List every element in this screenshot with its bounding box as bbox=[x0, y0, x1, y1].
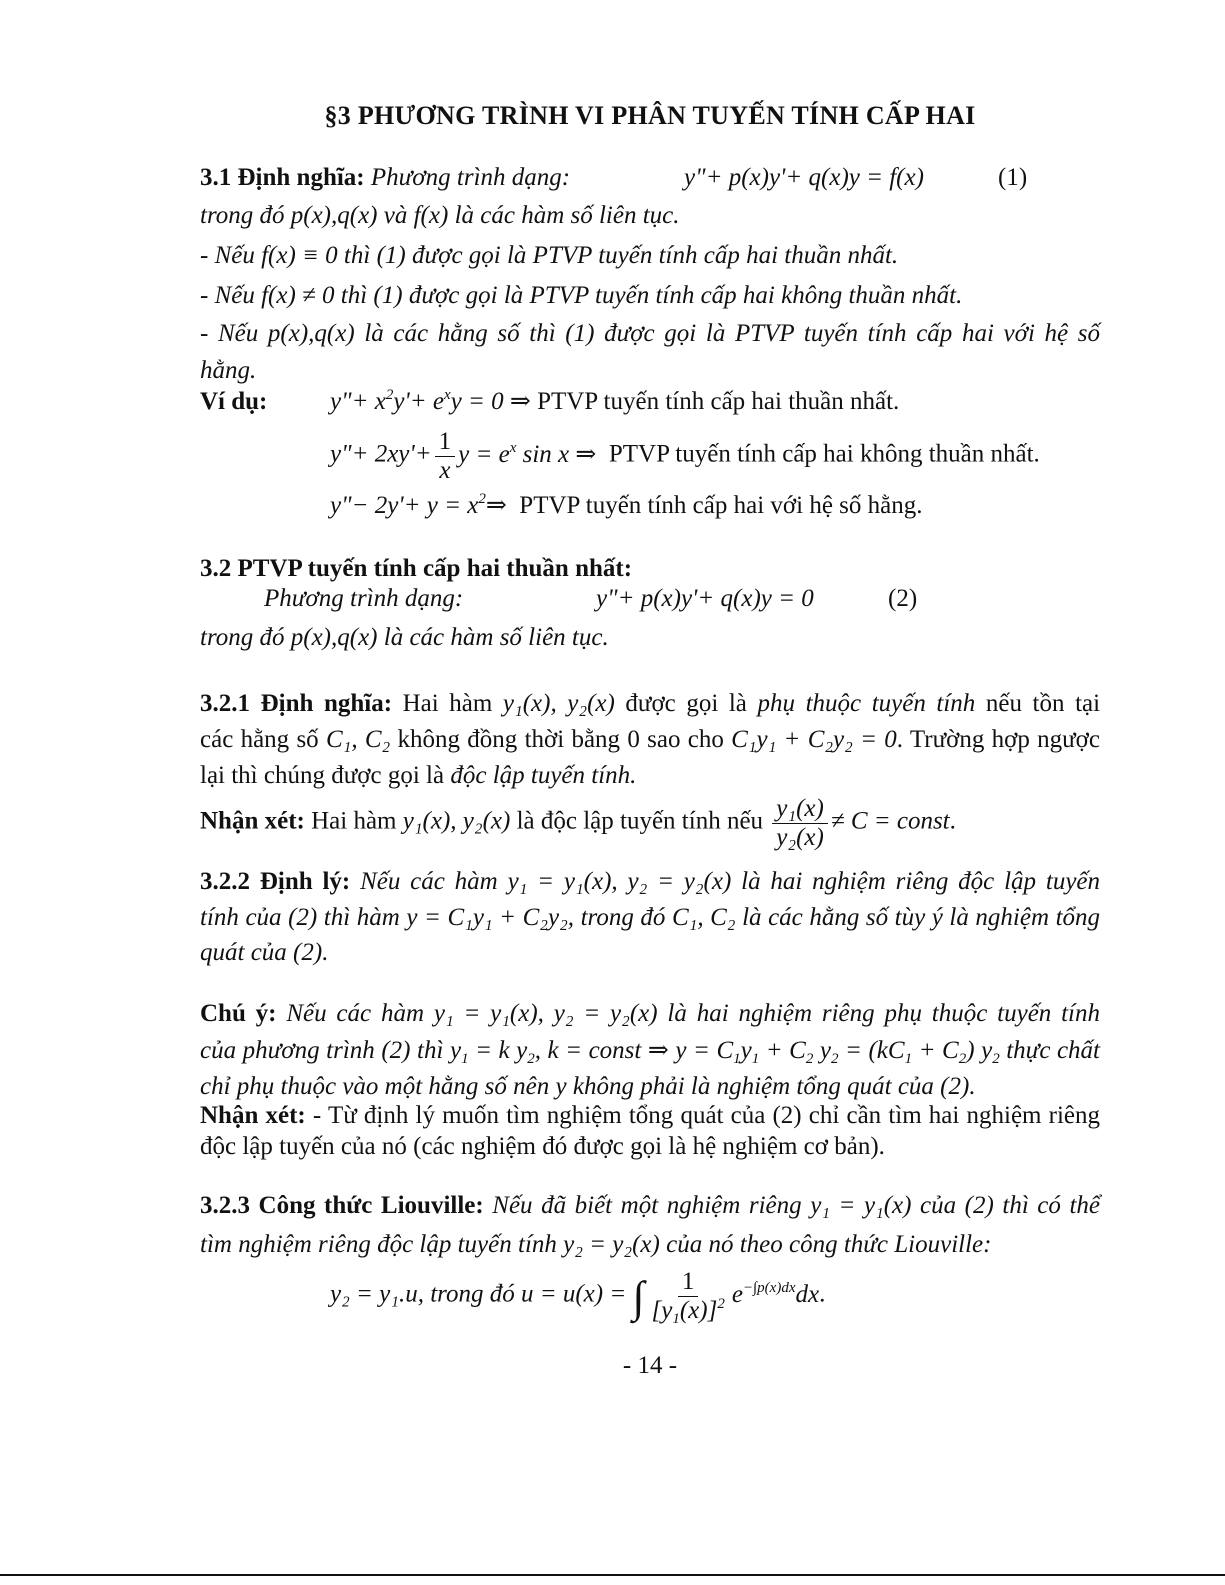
document-page bbox=[200, 0, 1100, 1585]
liouville-formula: y₂ = y₁.u, trong đó u = u(x) = ∫ $\frac{1}{[y_1(x)]^2}$ $e^{-\int p(x)dx}dx$. bbox=[330, 1268, 826, 1327]
section-3-2-3-line-1: 3.2.3 Công thức Liouville: Nếu đã biết một nghiệm riêng y₁ = y₁(x) của (2) thì có thể bbox=[200, 1192, 1100, 1219]
section-3-2-2-line-1: 3.2.2 Định lý: Nếu các hàm y₁ = y₁(x), y₂ = y₂(x) là hai nghiệm riêng độc lập tuyến bbox=[200, 868, 1101, 895]
note-line-2: của phương trình (2) thì $y_1 = k$ $y_2$, k = const ⇒ $y = C_1y_1 + C_2$ $y_2 = (kC_1 + C_2)$ $y_2$ thực chất bbox=[200, 1037, 1100, 1067]
remark-fundamental-system-line-2: độc lập tuyến của nó (các nghiệm đó được gọi là hệ nghiệm cơ bản). bbox=[200, 1133, 885, 1160]
bottom-rule bbox=[0, 1574, 1225, 1576]
equation-1: y"+ p(x)y'+ q(x)y = f(x) bbox=[684, 164, 924, 191]
section-heading: 3.1 Định nghĩa: bbox=[200, 164, 365, 191]
section-3-2-where-line: trong đó p(x),q(x) là các hàm số liên tục. bbox=[200, 624, 609, 651]
equation-number: (1) bbox=[998, 164, 1028, 191]
example-1: y"+ $x^2y'+ e^xy = 0$ ⇒ PTVP tuyến tính cấp hai thuần nhất. bbox=[330, 387, 900, 415]
section-3-2-2-line-3: quát của (2). bbox=[200, 939, 329, 966]
section-3-2-3-line-2: tìm nghiệm riêng độc lập tuyến tính y₂ = y₂(x) của nó theo công thức Liouville: bbox=[200, 1231, 992, 1258]
section-3-2-heading: 3.2 PTVP tuyến tính cấp hai thuần nhất: bbox=[200, 555, 633, 582]
section-3-2-1-line-1: 3.2.1 Định nghĩa: Hai hàm y₁(x), y₂(x) được gọi là phụ thuộc tuyến tính nếu tồn tại bbox=[200, 690, 1101, 717]
section-3-2-1-line-3: lại thì chúng được gọi là độc lập tuyến tính. bbox=[200, 762, 637, 789]
section-3-2-1-line-2: các hằng số C₁, C₂ không đồng thời bằng 0 sao cho C₁y₁ + C₂y₂ = 0. Trường hợp ngược bbox=[200, 726, 1100, 753]
section-3-1-definition: 3.1 Định nghĩa: Phương trình dạng: bbox=[200, 164, 571, 191]
section-3-2-lead: Phương trình dạng: bbox=[264, 585, 464, 612]
example-2: y"+ 2xy'+ $\frac{1}{x}$ $y = e^x$ sin x ⇒ PTVP tuyến tính cấp hai không thuần nhất. bbox=[330, 428, 1040, 484]
page-number: - 14 - bbox=[622, 1352, 678, 1379]
equation-number: (2) bbox=[888, 585, 918, 612]
bullet-nonhomogeneous: - Nếu f(x) ≠ 0 thì (1) được gọi là PTVP tuyến tính cấp hai không thuần nhất. bbox=[200, 282, 963, 309]
bullet-constant-coefficients: - Nếu p(x),q(x) là các hằng số thì (1) được gọi là PTVP tuyến tính cấp hai với hệ số bbox=[200, 320, 1101, 347]
example-3: y"− $2y'+ y = x^2\Rightarrow$ PTVP tuyến tính cấp hai với hệ số hằng. bbox=[330, 491, 923, 519]
bullet-homogeneous: - Nếu f(x) ≡ 0 thì (1) được gọi là PTVP tuyến tính cấp hai thuần nhất. bbox=[200, 242, 899, 269]
bullet-constant-coefficients-end: hằng. bbox=[200, 357, 257, 384]
note-line-3: chỉ phụ thuộc vào một hằng số nên y không phải là nghiệm tổng quát của (2). bbox=[200, 1073, 976, 1100]
definition-where-line: trong đó p(x),q(x) và f(x) là các hàm số liên tục. bbox=[200, 202, 680, 229]
note-line-1: Chú ý: Nếu các hàm y₁ = y₁(x), y₂ = y₂(x) là hai nghiệm riêng phụ thuộc tuyến tính bbox=[200, 1000, 1101, 1027]
section-3-2-2-line-2: tính của (2) thì hàm y = C₁y₁ + C₂y₂, trong đó C₁, C₂ là các hằng số tùy ý là nghiệm tổng bbox=[200, 904, 1101, 931]
remark-fundamental-system-line-1: Nhận xét: - Từ định lý muốn tìm nghiệm tổng quát của (2) chỉ cần tìm hai nghiệm riêng bbox=[200, 1102, 1101, 1129]
remark-independence: Nhận xét: Hai hàm y₁(x), y₂(x) là độc lập tuyến tính nếu $\frac{\text{y₁(x)}}{\text{y₂(x)}}$ ≠ C = const. bbox=[200, 795, 956, 851]
page-title: §3 PHƯƠNG TRÌNH VI PHÂN TUYẾN TÍNH CẤP HAI bbox=[324, 101, 976, 130]
equation-2: y"+ p(x)y'+ q(x)y = 0 bbox=[596, 585, 814, 612]
examples-label: Ví dụ: bbox=[200, 388, 268, 415]
